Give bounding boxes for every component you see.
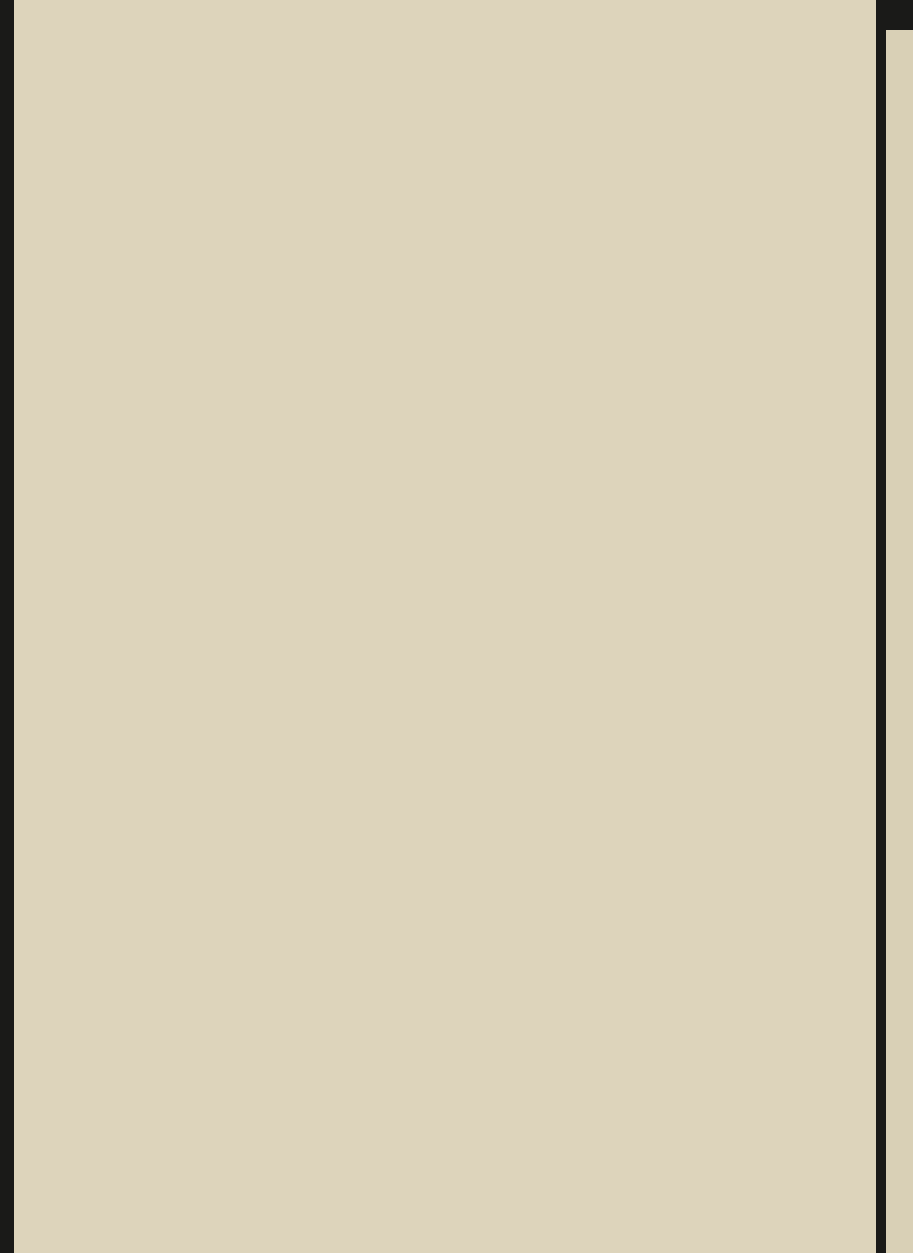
next-page-edge [886, 30, 913, 1253]
paper-sheet [14, 0, 876, 1253]
